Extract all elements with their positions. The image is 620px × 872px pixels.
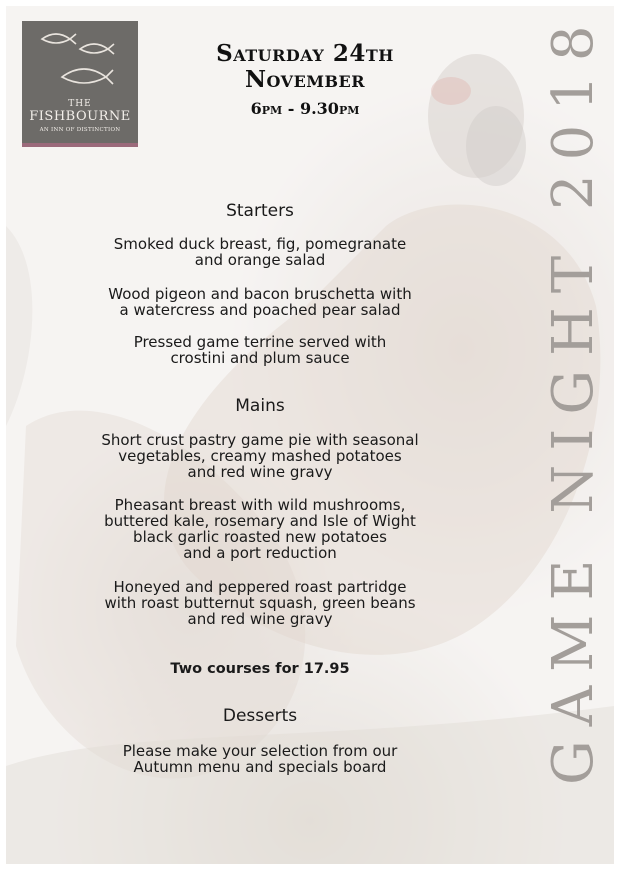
menu-line: and a port reduction xyxy=(183,544,337,562)
menu-line: Please make your selection from our xyxy=(122,742,398,760)
menu-line: buttered kale, rosemary and Isle of Wight xyxy=(104,512,416,530)
menu-line: and red wine gravy xyxy=(187,610,333,628)
event-date-line2: November xyxy=(244,66,365,93)
mains-heading: Mains xyxy=(235,396,285,416)
vertical-event-title: GAME NIGHT 2018 xyxy=(541,11,606,785)
starter-item xyxy=(60,334,460,366)
main-item xyxy=(60,497,460,561)
menu-line: and orange salad xyxy=(194,251,326,269)
main-item xyxy=(60,579,460,627)
menu-line: Autumn menu and specials board xyxy=(133,758,387,776)
event-date-line1: Saturday 24th xyxy=(216,40,394,67)
fish-icon xyxy=(22,21,138,101)
menu-line: black garlic roasted new potatoes xyxy=(133,528,387,546)
menu-line: crostini and plum sauce xyxy=(170,349,350,367)
menu-line: Pheasant breast with wild mushrooms, xyxy=(114,496,406,514)
menu-line: Wood pigeon and bacon bruschetta with xyxy=(108,285,412,303)
menu-line: Short crust pastry game pie with seasonal xyxy=(101,431,419,449)
main-item xyxy=(60,432,460,480)
starter-item xyxy=(60,286,460,318)
event-time: 6pm - 9.30pm xyxy=(250,99,360,118)
menu-line: vegetables, creamy mashed potatoes xyxy=(118,447,402,465)
starters-heading: Starters xyxy=(226,201,294,221)
fishbourne-logo xyxy=(22,21,138,147)
logo-name-text: FISHBOURNE xyxy=(29,109,131,124)
desserts-heading: Desserts xyxy=(222,706,298,726)
starter-item xyxy=(60,236,460,268)
logo-accent-bar xyxy=(22,143,138,147)
menu-line: with roast butternut squash, green beans xyxy=(104,594,416,612)
menu-line: and red wine gravy xyxy=(187,463,333,481)
menu-line: Smoked duck breast, fig, pomegranate xyxy=(113,235,407,253)
menu-line: a watercress and poached pear salad xyxy=(119,301,401,319)
menu-line: Pressed game terrine served with xyxy=(133,333,387,351)
menu-line: Honeyed and peppered roast partridge xyxy=(113,578,407,596)
price-line: Two courses for 17.95 xyxy=(170,661,350,677)
logo-tagline: AN INN OF DISTINCTION xyxy=(39,127,121,133)
logo-the-text: THE xyxy=(68,99,92,109)
dessert-item xyxy=(60,743,460,775)
